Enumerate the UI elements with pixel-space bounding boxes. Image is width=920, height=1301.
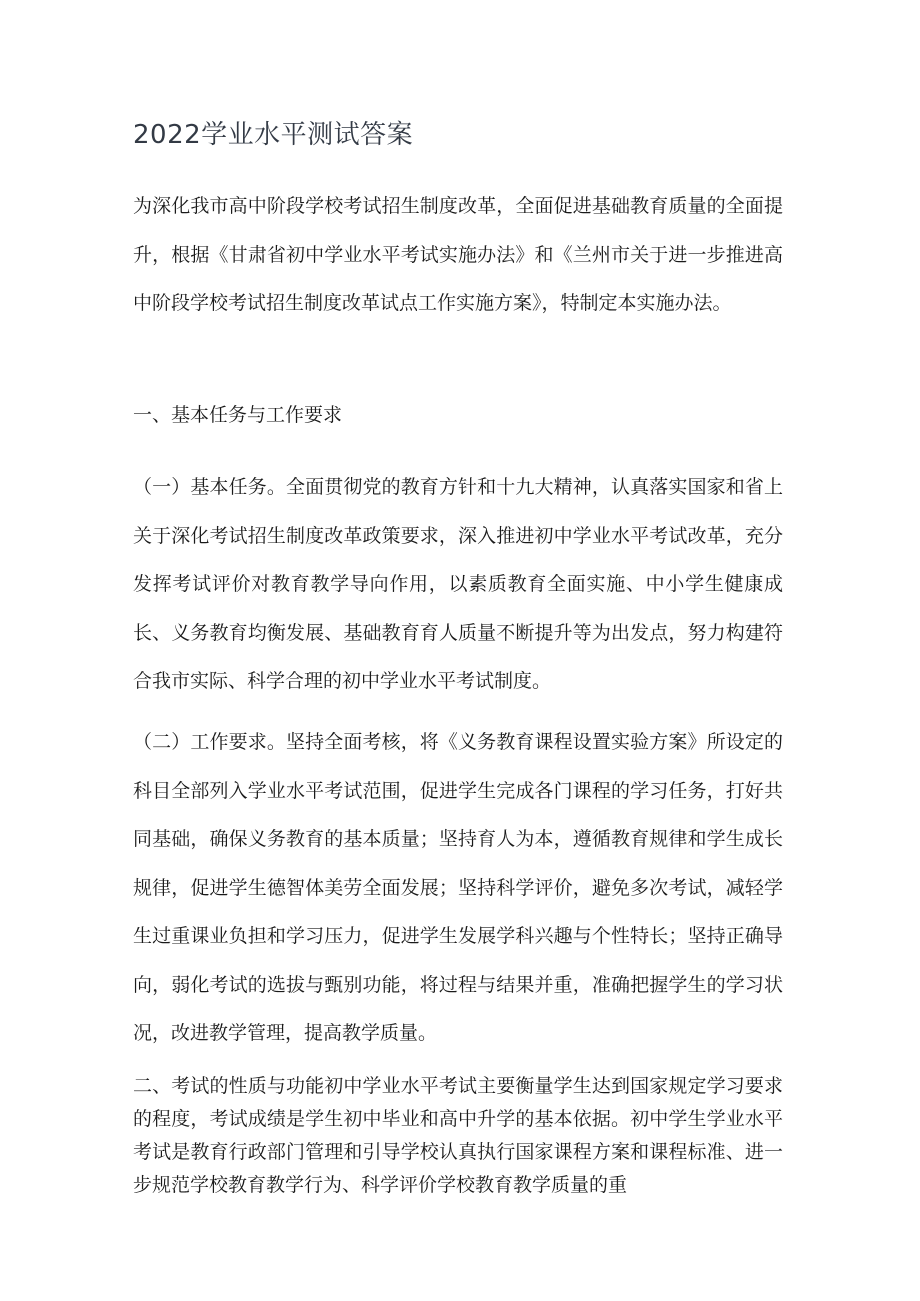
intro-paragraph: 为深化我市高中阶段学校考试招生制度改革，全面促进基础教育质量的全面提升，根据《甘肃省初中学业水平考试实施办法》和《兰州市关于进一步推进高中阶段学校考试招生制度改革试点工作实施方案》，特制定本实施办法。 <box>133 195 783 314</box>
document-title: 2022学业水平测试答案 <box>133 120 414 150</box>
exam-nature-paragraph: 二、考试的性质与功能初中学业水平考试主要衡量学生达到国家规定学习要求的程度，考试成绩是学生初中毕业和高中升学的基本依据。初中学生学业水平考试是教育行政部门管理和引导学校认真执行国家课程方案和课程标准、进一步规范学校教育教学行为、科学评价学校教育教学质量的重 <box>133 1075 783 1196</box>
basic-task-paragraph: （一）基本任务。全面贯彻党的教育方针和十九大精神，认真落实国家和省上关于深化考试招生制度改革政策要求，深入推进初中学业水平考试改革，充分发挥考试评价对教育教学导向作用，以素质教育全面实施、中小学生健康成长、义务教育均衡发展、基础教育育人质量不断提升等为出发点，努力构建符合我市实际、科学合理的初中学业水平考试制度。 <box>133 476 783 692</box>
section-heading-1: 一、基本任务与工作要求 <box>133 404 343 426</box>
work-requirements-paragraph: （二）工作要求。坚持全面考核，将《义务教育课程设置实验方案》所设定的科目全部列入学业水平考试范围，促进学生完成各门课程的学习任务，打好共同基础，确保义务教育的基本质量；坚持育人为本，遵循教育规律和学生成长规律，促进学生德智体美劳全面发展；坚持科学评价，避免多次考试，减轻学生过重课业负担和学习压力，促进学生发展学科兴趣与个性特长；坚持正确导向，弱化考试的选拔与甄别功能，将过程与结果并重，准确把握学生的学习状况，改进教学管理，提高教学质量。 <box>133 731 783 1044</box>
